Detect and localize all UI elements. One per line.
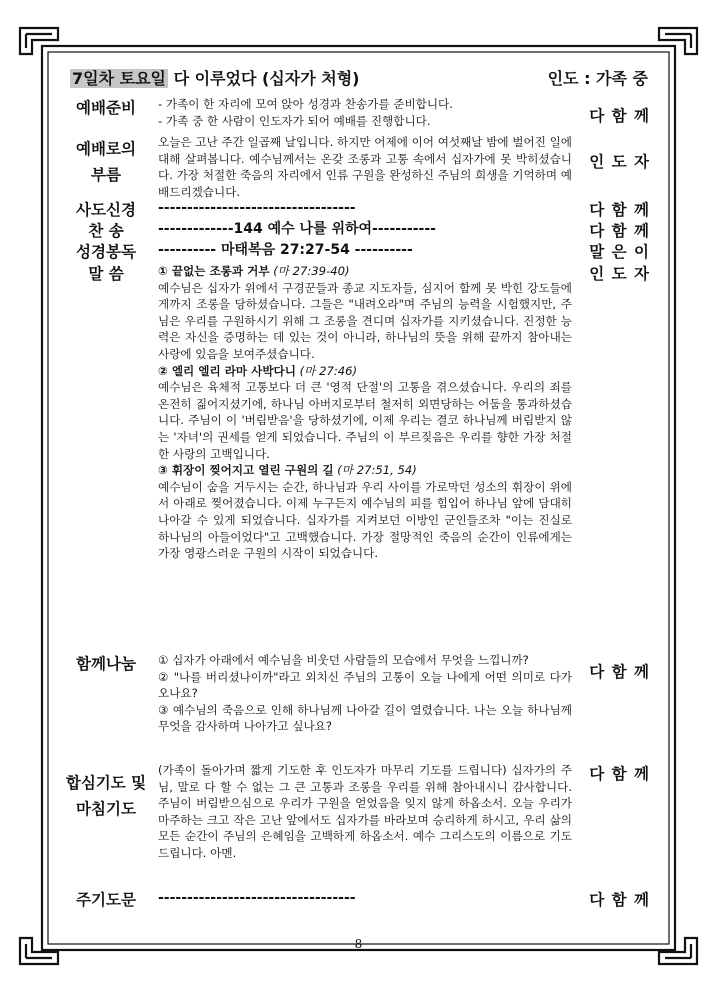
- section-lords-prayer: [60, 888, 650, 910]
- day-label: 7일차 토요일: [72, 69, 166, 88]
- divider-dashes: ----------------------------------: [158, 890, 356, 906]
- section-invocation: [60, 134, 650, 200]
- section-label: 마침기도: [76, 800, 136, 818]
- point-text: 예수님은 육체적 고통보다 더 큰 '영적 단절'의 고통을 겪으셨습니다. 우리의 죄를 온전히 짊어지셨기에, 하나님 아버지로부터 철저히 외면당하는 어둠을 통과하셨습니다. 주님이 이 '버림받음'을 당하셨기에, 이제 우리는 결코 하나님께 버림받지 않는 '자녀'의 권세를 얻게 되었습니다. 주님의 이 부르짖음은 우리를 향한 가장 처절한 사랑의 고백입니다.: [158, 380, 572, 461]
- participant-label: 인 도 자: [589, 153, 650, 171]
- section-label: 부름: [91, 166, 121, 184]
- divider-dashes: ----------------------------------: [158, 200, 356, 216]
- section-label: 예배로의: [76, 140, 136, 158]
- sermon-point: [158, 462, 572, 479]
- sermon-body: [158, 263, 572, 562]
- question-item: ① 십자가 아래에서 예수님을 비웃던 사람들의 모습에서 무엇을 느낍니까?: [158, 653, 529, 667]
- section-prep: [60, 96, 650, 132]
- participant-label: 다 함 께: [589, 222, 650, 240]
- point-reference: (마 27:46): [299, 363, 357, 378]
- participant-label: 다 함 께: [589, 891, 650, 909]
- participant-label: 다 함 께: [589, 201, 650, 219]
- section-sharing: [60, 652, 650, 760]
- scripture-reference: ---------- 마태복음 27:27-54 ----------: [158, 242, 413, 258]
- sermon-point: [158, 363, 572, 380]
- page-title: 다 이루었다 (십자가 처형): [173, 69, 360, 88]
- page-header: [70, 66, 648, 88]
- section-prayer: [60, 762, 650, 882]
- point-text: 예수님은 십자가 위에서 구경꾼들과 종교 지도자들, 심지어 함께 못 박힌 강도들에게까지 조롱을 당하셨습니다. 그들은 "내려오라"며 주님의 능력을 시험했지만, 주님은 우리를 구원하시기 위해 그 조롱을 견디며 십자가를 지키셨습니다. 진정한 능력은 자신을 증명하는 데 있는 것이 아니라, 하나님의 뜻을 위해 끝까지 참아내는 사랑에 있음을 보여주셨습니다.: [158, 280, 572, 361]
- section-label: 주기도문: [76, 891, 136, 909]
- point-reference: (마 27:51, 54): [337, 463, 417, 478]
- sharing-questions: [158, 652, 572, 735]
- section-label: 예배준비: [76, 99, 136, 117]
- participant-label: 다 함 께: [589, 107, 650, 125]
- participant-label: 인 도 자: [589, 265, 650, 283]
- point-reference: (마 27:39-40): [273, 264, 350, 278]
- question-item: ② "나를 버리셨나이까"라고 외치신 주님의 고통이 오늘 나에게 어떤 의미로 다가오나요?: [158, 669, 572, 701]
- section-creed: [60, 198, 650, 220]
- point-heading: ③ 휘장이 찢어지고 열린 구원의 길: [158, 463, 334, 478]
- prep-line: - 가족이 한 자리에 모여 앉아 성경과 찬송가를 준비합니다.: [158, 97, 453, 111]
- section-label: 합심기도 및: [65, 774, 147, 792]
- participant-label: 말 은 이: [589, 243, 650, 261]
- section-label: 사도신경: [76, 201, 136, 219]
- prep-line: - 가족 중 한 사람이 인도자가 되어 예배를 진행합니다.: [158, 113, 431, 128]
- section-label: 함께나눔: [76, 655, 136, 673]
- point-heading: ① 끝없는 조롱과 거부: [158, 264, 270, 278]
- invocation-text: 오늘은 고난 주간 일곱째 날입니다. 하지만 어제에 이어 여섯째날 밤에 벌어진 일에 대해 살펴봅니다. 예수님께서는 온갖 조롱과 고통 속에서 십자가에 못 박히셨습니다. 가장 처절한 죽음의 자리에서 인류 구원을 완성하신 주님의 희생을 기억하며 예배드리겠습니다.: [158, 135, 572, 199]
- section-reading: [60, 240, 650, 262]
- point-heading: ② 엘리 엘리 라마 사박다니: [158, 363, 296, 378]
- point-text: 예수님이 숨을 거두시는 순간, 하나님과 우리 사이를 가로막던 성소의 휘장이 위에서 아래로 찢어졌습니다. 이제 누구든지 예수님의 피를 힘입어 하나님 앞에 담대히 나아갈 수 있게 되었습니다. 십자가를 지켜보던 이방인 군인들조차 "이는 진실로 하나님의 아들이었다"고 고백했습니다. 가장 절망적인 죽음의 순간이 인류에게는 가장 영광스러운 구원의 시작이 되었습니다.: [158, 479, 572, 561]
- prayer-text: (가족이 돌아가며 짧게 기도한 후 인도자가 마무리 기도를 드립니다) 십자가의 주님, 말로 다 할 수 없는 그 큰 고통과 조롱을 우리를 위해 참아내시니 감사합니다. 주님이 버림받으심으로 우리가 구원을 얻었음을 잊지 않게 하옵소서. 오늘 우리가 마주하는 크고 작은 고난 앞에서도 십자가를 바라보며 승리하게 하시고, 우리 삶의 모든 순간이 주님의 은혜임을 고백하게 하옵소서. 예수 그리스도의 이름으로 기도드립니다. 아멘.: [158, 763, 572, 860]
- hymn-title: -------------144 예수 나를 위하여-----------: [158, 221, 436, 237]
- section-label: 말 씀: [88, 265, 124, 283]
- section-label: 성경봉독: [76, 243, 136, 261]
- page-number: 8: [354, 937, 363, 951]
- section-label: 찬 송: [88, 222, 124, 240]
- section-hymn: [60, 219, 650, 241]
- participant-label: 다 함 께: [589, 663, 650, 681]
- participant-label: 다 함 께: [589, 765, 650, 783]
- section-sermon: [60, 262, 650, 652]
- sermon-point: [158, 263, 572, 280]
- leader-label: 인도 : 가족 중: [547, 69, 648, 88]
- question-item: ③ 예수님의 죽음으로 인해 하나님께 나아갈 길이 열렸습니다. 나는 오늘 하나님께 무엇을 감사하며 나아가고 싶나요?: [158, 702, 572, 734]
